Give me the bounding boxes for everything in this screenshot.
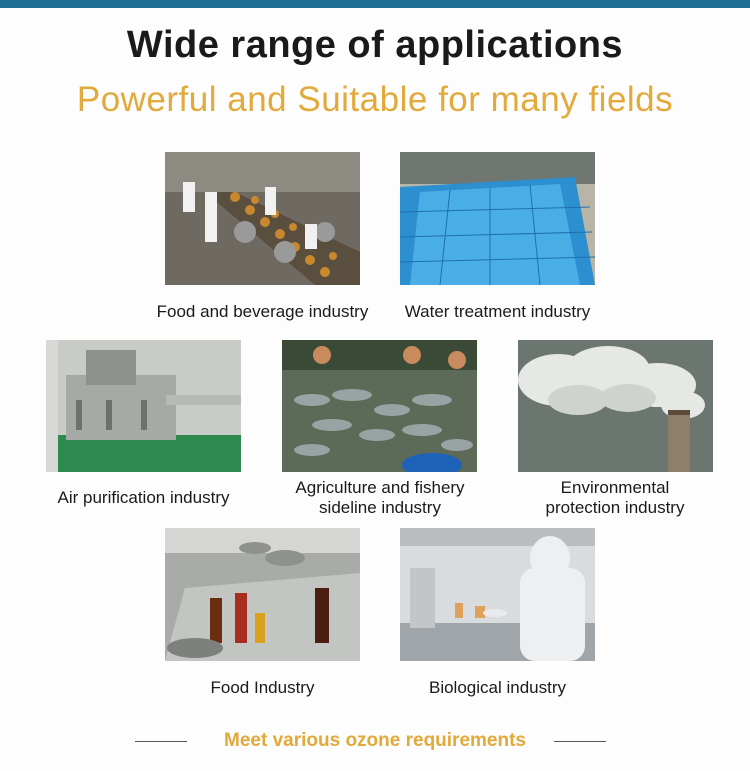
laboratory-photo [400, 528, 595, 661]
caption-biological: Biological industry [428, 678, 566, 697]
caption-agriculture-fishery: Agriculture and fishery sideline industry [295, 478, 465, 517]
page-title: Wide range of applications [126, 24, 624, 66]
caption-food-industry: Food Industry [210, 678, 315, 697]
fishery-harvest-photo [282, 340, 477, 472]
caption-food-beverage: Food and beverage industry [156, 302, 369, 321]
top-accent-bar [0, 0, 750, 8]
footer-tagline: Meet various ozone requirements [224, 730, 526, 751]
food-beverage-factory-photo [165, 152, 360, 285]
smokestack-photo [518, 340, 713, 472]
bottling-machine-photo [46, 340, 241, 472]
page-subtitle: Powerful and Suitable for many fields [76, 80, 674, 119]
caption-environmental: Environmental protection industry [545, 478, 685, 517]
commercial-kitchen-photo [165, 528, 360, 661]
caption-air-purification: Air purification industry [57, 488, 230, 507]
caption-water-treatment: Water treatment industry [404, 302, 591, 321]
swimming-pool-photo [400, 152, 595, 285]
footer-divider-right [554, 741, 606, 742]
